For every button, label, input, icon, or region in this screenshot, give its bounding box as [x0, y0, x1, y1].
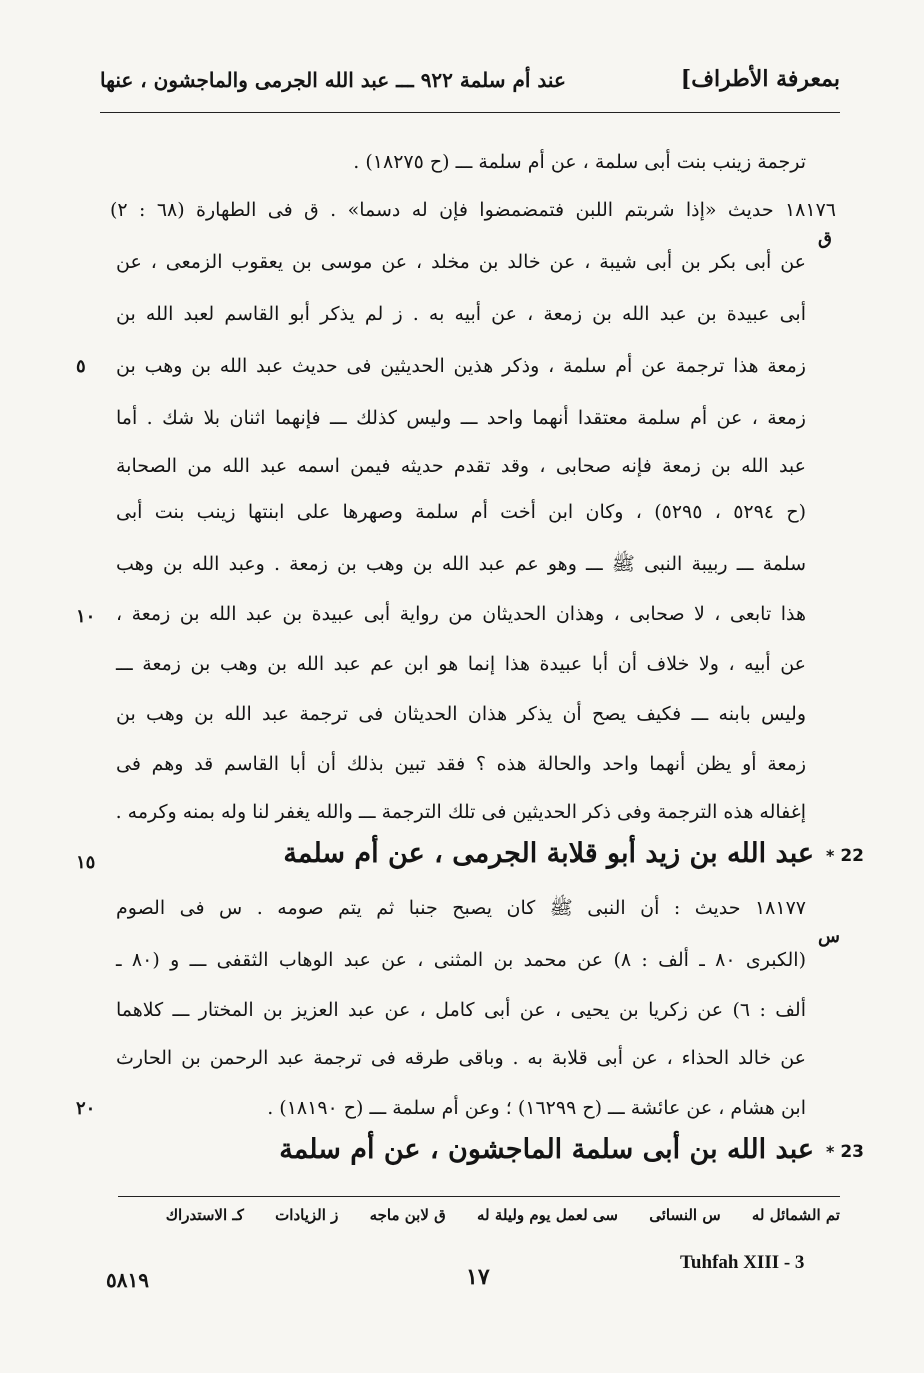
text-line: عن خالد الحذاء ، عن أبى قلابة به . وباقى طرقه فى ترجمة عبد الرحمن بن الحارث: [116, 1047, 806, 1069]
text-line: (ح ٥٢٩٤ ، ٥٢٩٥) ، وكان ابن أخت أم سلمة وصهرها على ابنتها زينب بنت أبى: [116, 501, 806, 523]
text-line: زمعة أو يظن أنهما واحد والحالة هذه ؟ فقد تبين بذلك أن أبا القاسم قد وهم فى: [116, 753, 806, 775]
hadith-18176-line: ١٨١٧٦ حديث «إذا شربتم اللبن فتمضمضوا فإن له دسما» . ق فى الطهارة (٦٨ : ٢): [110, 199, 836, 221]
star-icon: *: [826, 1142, 835, 1161]
abbreviation-item: ق لابن ماجه: [369, 1206, 446, 1224]
text-line: وليس بابنه ـــ فكيف يصح أن يذكر هذان الحديثان فى ترجمة عبد الله بن وهب بن: [116, 703, 806, 725]
text-line: هذا تابعى ، لا صحابى ، وهذان الحديثان من رواية أبى عبيدة بن عبد الله بن زمعة ،: [116, 603, 806, 625]
line-number-5: ٥: [76, 356, 86, 377]
text-line: (الكبرى ٨٠ ـ ألف : ٨) عن محمد بن المثنى ، عن عبد الوهاب الثقفى ـــ و (٨٠ ـ: [116, 949, 806, 971]
entry-heading-23: عبد الله بن أبى سلمة الماجشون ، عن أم سلمة: [279, 1134, 814, 1165]
margin-siglum-s: س: [818, 926, 840, 947]
text-line: إغفاله هذه الترجمة وفى ذكر الحديثين فى تلك الترجمة ـــ والله يغفر لنا وله بمنه وكرمه .: [115, 801, 806, 823]
header-rule: [100, 112, 840, 113]
text-line: عن أبيه ، ولا خلاف أن أبا عبيدة هذا إنما هو ابن عم عبد الله بن وهب بن زمعة ـــ: [116, 653, 806, 675]
text-line: ألف : ٦) عن زكريا بن يحيى ، عن أبى كامل ، عن عبد العزيز بن المختار ـــ كلاهما: [116, 999, 807, 1021]
abbreviation-item: كـ الاستدراك: [165, 1206, 244, 1224]
text-line: زمعة هذا ترجمة عن أم سلمة ، وذكر هذين الحديثين فى حديث عبد الله بن وهب بن: [116, 355, 806, 377]
abbreviation-item: ز الزيادات: [275, 1206, 339, 1224]
margin-siglum-q: ق: [818, 228, 832, 249]
text-line: عبد الله بن زمعة فإنه صحابى ، وقد تقدم حديثه فيمن اسمه عبد الله من الصحابة: [116, 455, 806, 477]
line-number-15: ١٥: [76, 852, 96, 873]
abbreviation-item: سى لعمل يوم وليلة له: [476, 1206, 618, 1224]
page-header: [100, 62, 840, 102]
text-line: سلمة ـــ ربيبة النبى ﷺ ـــ وهو عم عبد الله بن وهب بن زمعة . وعبد الله بن وهب: [116, 553, 806, 575]
abbreviation-item: تم الشمائل له: [751, 1206, 840, 1224]
abbreviation-item: س النسائى: [649, 1206, 721, 1224]
text-line: ابن هشام ، عن عائشة ـــ (ح ١٦٢٩٩) ؛ وعن أم سلمة ـــ (ح ١٨١٩٠) .: [267, 1097, 806, 1119]
text-line: زمعة ، عن أم سلمة معتقدا أنهما واحد ـــ وليس كذلك ـــ فإنهما اثنان بلا شك . أما: [116, 407, 806, 429]
text-line: ترجمة زينب بنت أبى سلمة ، عن أم سلمة ـــ (ح ١٨٢٧٥) .: [353, 151, 806, 173]
hadith-18177-line: ١٨١٧٧ حديث : أن النبى ﷺ كان يصبح جنبا ثم يتم صومه . س فى الصوم: [116, 897, 806, 919]
line-number-10: ١٠: [76, 606, 96, 627]
entry-heading-22: عبد الله بن زيد أبو قلابة الجرمى ، عن أم سلمة: [283, 838, 814, 869]
text-line: عن أبى بكر بن أبى شيبة ، عن خالد بن مخلد ، عن موسى بن يعقوب الزمعى ، عن: [116, 251, 806, 273]
stock-number: ٥٨١٩: [106, 1268, 149, 1292]
series-label: Tuhfah XIII - 3: [680, 1252, 805, 1273]
entry-number-23: * 23: [826, 1142, 864, 1162]
footer-rule: [118, 1196, 840, 1197]
text-line: أبى عبيدة بن عبد الله بن زمعة ، عن أبيه به . ز لم يذكر أبو القاسم لعبد الله بن: [116, 303, 806, 325]
star-icon: *: [826, 846, 835, 865]
entry-number-22: * 22: [826, 846, 864, 866]
page-number: ١٧: [466, 1264, 490, 1290]
line-number-20: ٢٠: [76, 1098, 96, 1119]
section-title: بمعرفة الأطراف]: [680, 66, 840, 92]
running-title: عند أم سلمة ٩٢٢ ـــ عبد الله الجرمى والماجشون ، عنها: [100, 68, 566, 92]
abbreviation-key: [104, 1206, 840, 1234]
